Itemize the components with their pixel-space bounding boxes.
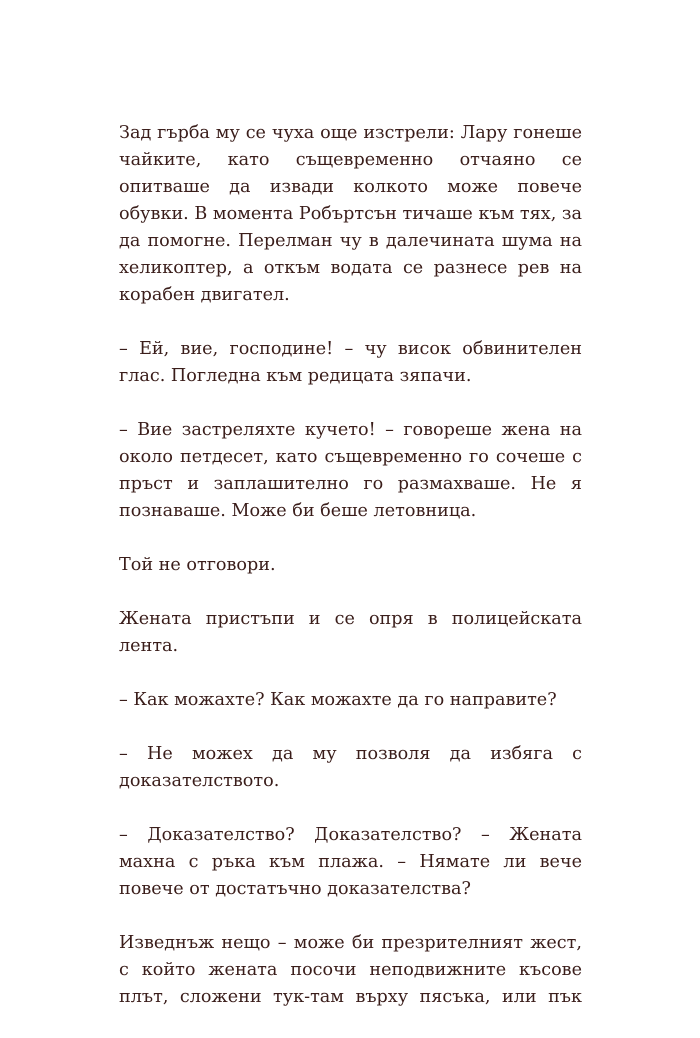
paragraph-7: – Не можех да му позволя да избяга с доказателството.	[119, 744, 582, 791]
paragraph-4: Той не отговори.	[119, 555, 276, 575]
paragraph-6: – Как можахте? Как можахте да го направите?	[119, 690, 557, 710]
paragraph-8: – Доказателство? Доказателство? – Жената махна с ръка към плажа. – Нямате ли вече повече от достатъчно доказателства?	[119, 825, 582, 899]
paragraph-5: Жената пристъпи и се опря в полицейската лента.	[119, 609, 582, 656]
paragraph-9: Изведнъж нещо – може би презрителният жест, с който жената посочи неподвижните късове плът, сложени тук-там върху пясъка, или пък	[119, 933, 582, 1007]
paragraph-1: Зад гърба му се чуха още изстрели: Лару гонеше чайките, като същевременно отчаяно се опитваше да извади колкото може повече обувки. В момента Робъртсън тичаше към тях, за да помогне. Перелман чу в далечината шума на хеликоптер, а откъм водата се разнесе рев на корабен двигател.	[119, 123, 582, 305]
page-body-text	[119, 120, 582, 1038]
paragraph-2: – Ей, вие, господине! – чу висок обвинителен глас. Погледна към редицата зяпачи.	[119, 339, 582, 386]
paragraph-3: – Вие застреляхте кучето! – говореше жена на около петдесет, като същевременно го сочеше с пръст и заплашително го размахваше. Не я познаваше. Може би беше летовница.	[119, 420, 582, 521]
